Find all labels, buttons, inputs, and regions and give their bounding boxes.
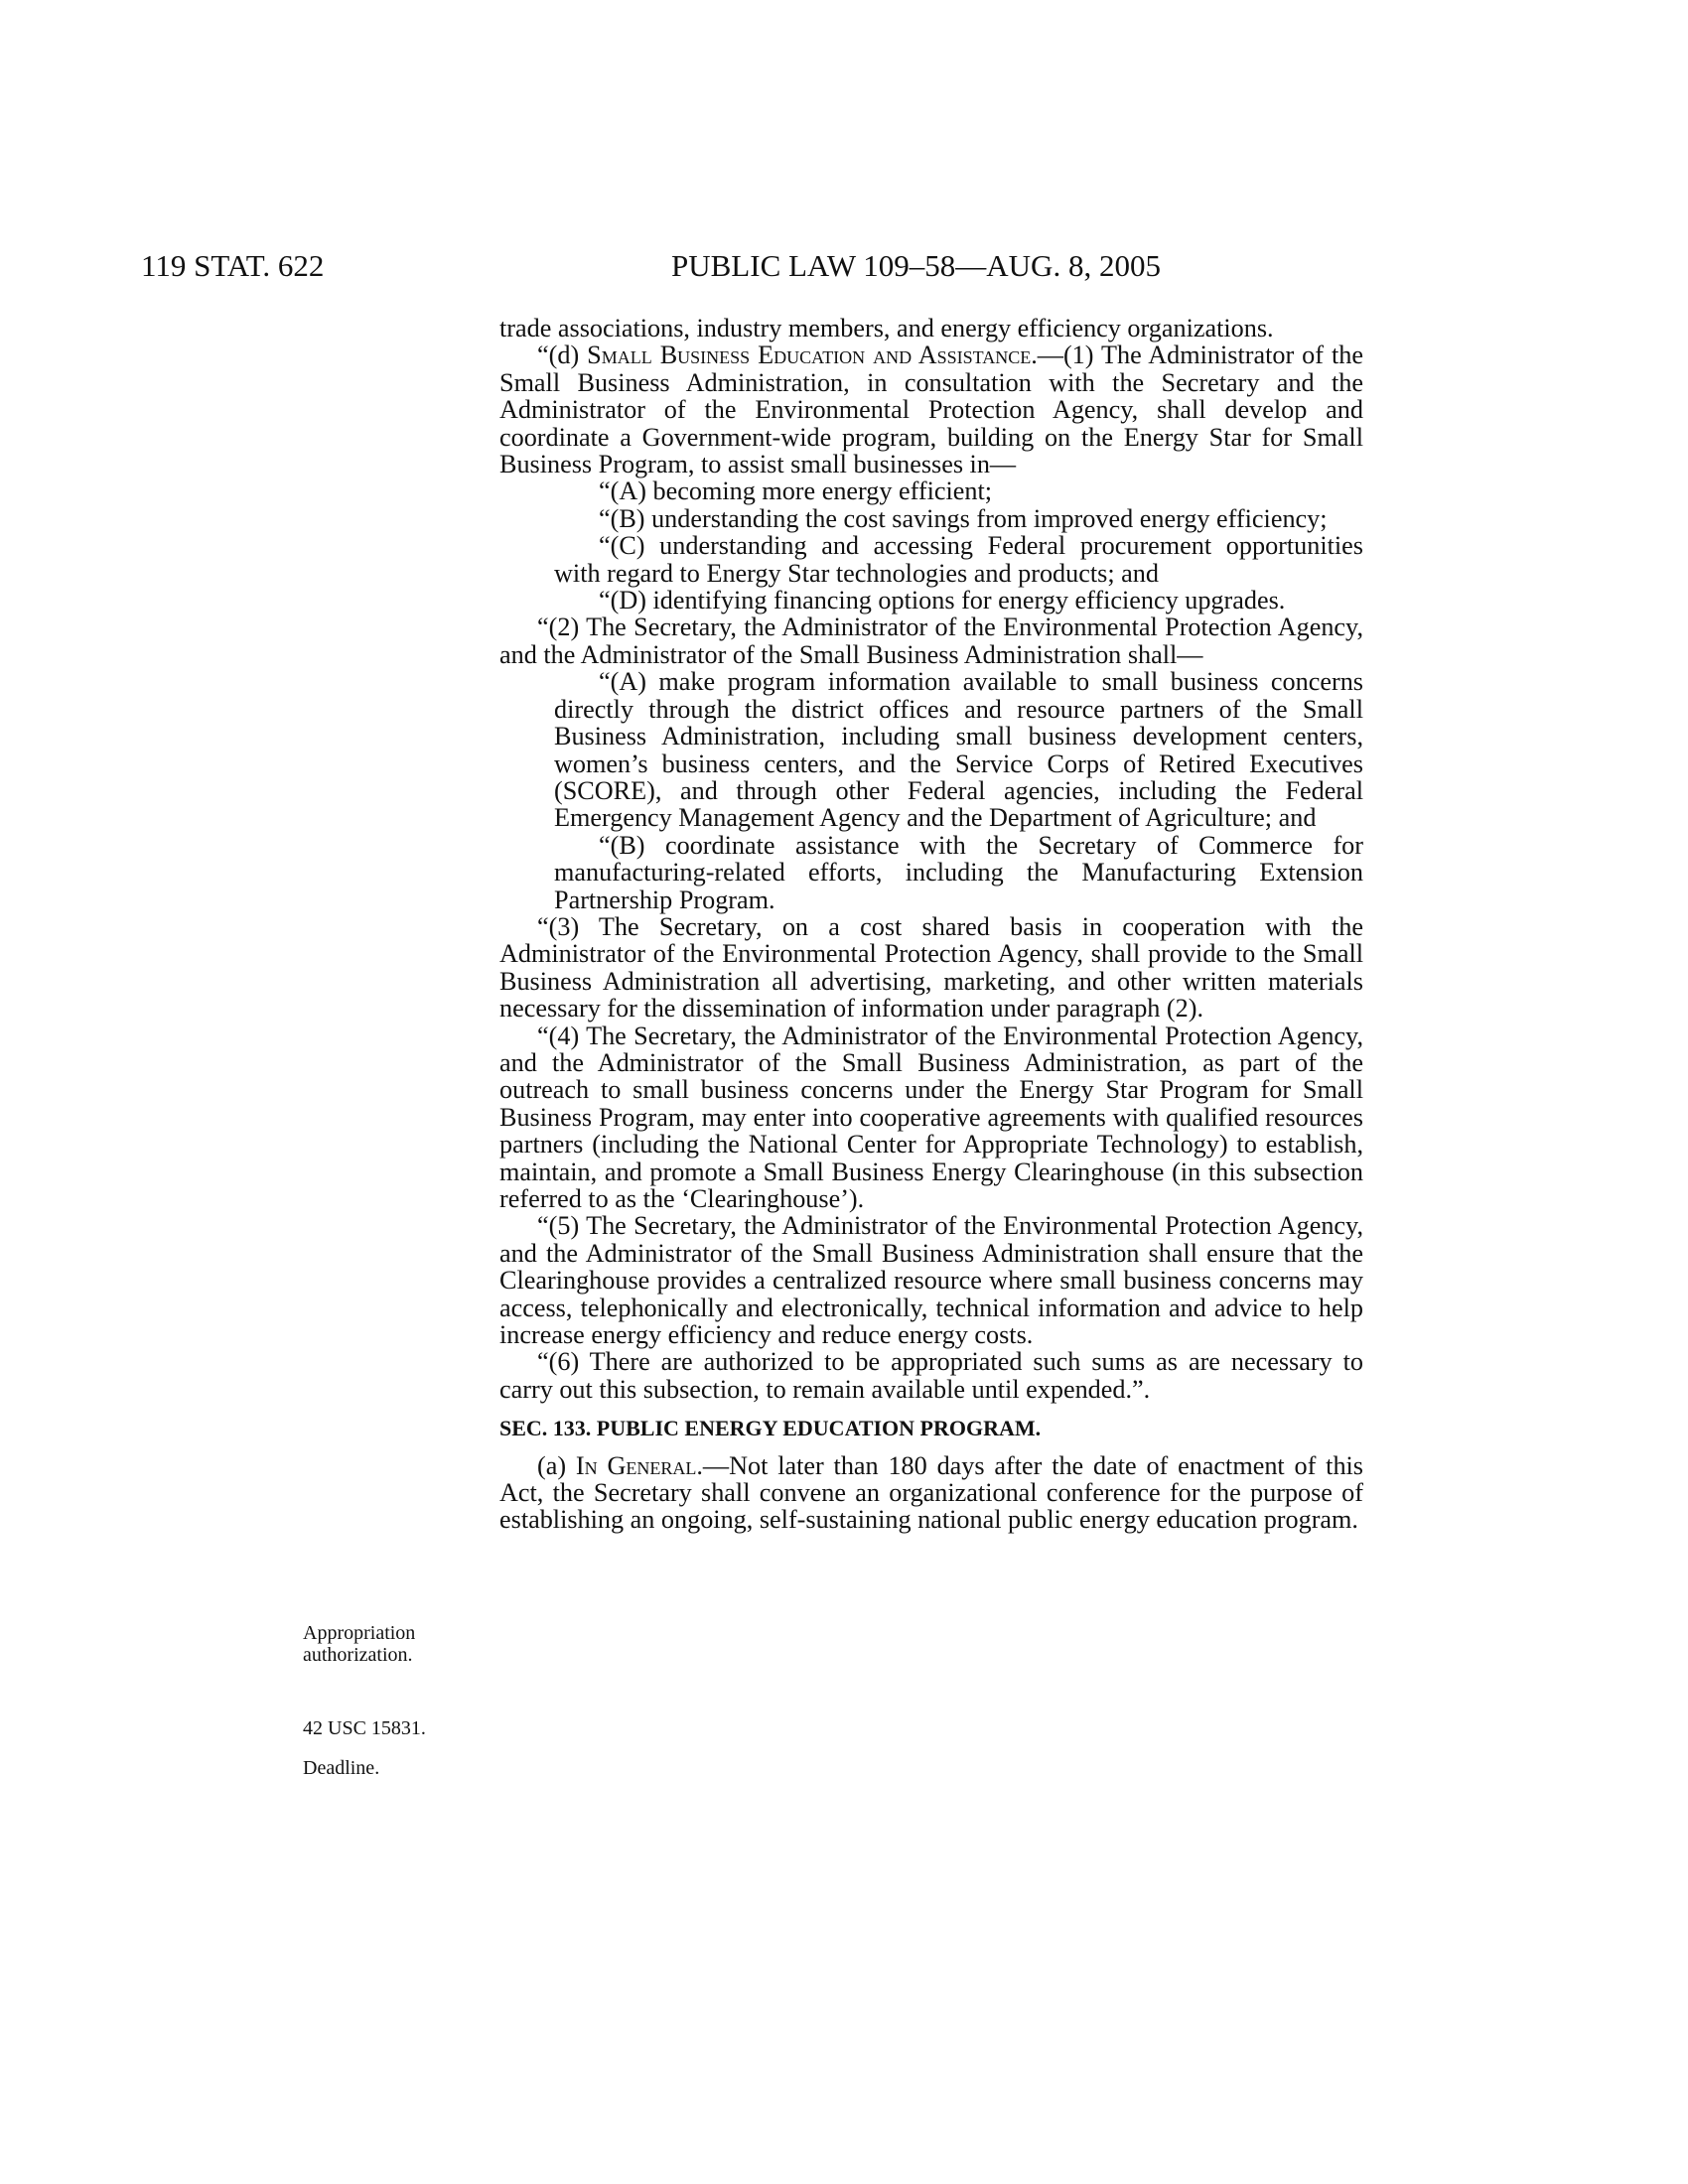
paragraph-continuation: trade associations, industry members, and energy efficiency organizations. <box>499 314 1274 342</box>
public-law-citation: PUBLIC LAW 109–58—AUG. 8, 2005 <box>671 248 1161 283</box>
subsection-a-text: .—Not later than 180 days after the date of enactment of this Act, the Secretary shall convene an organizational conference for the purpose of establishing an ongoing, self-sustaining national public energy education program. <box>499 1450 1363 1535</box>
paragraph-d2: “(2) The Secretary, the Administrator of the Environmental Protection Agency, and the Administrator of the Small Business Administration shall— <box>499 613 1363 669</box>
statute-text <box>499 315 1363 1534</box>
margin-note-deadline: Deadline. <box>303 1757 380 1779</box>
paragraph-d6: “(6) There are authorized to be appropriated such sums as are necessary to carry out this subsection, to remain available until expended.”. <box>499 1347 1363 1404</box>
subsection-a-heading: In General <box>575 1450 697 1480</box>
item-d2A: “(A) make program information available to small business concerns directly through the district offices and resource partners of the Small Business Administration, including small business development centers, women’s business centers, and the Service Corps of Retired Executives (SCORE), and through other Federal agencies, including the Federal Emergency Management Agency and the Department of Agriculture; and <box>554 667 1363 833</box>
subsection-a <box>499 1452 1363 1534</box>
section-133-heading: SEC. 133. PUBLIC ENERGY EDUCATION PROGRAM. <box>499 1416 1042 1441</box>
subsection-d-heading: Small Business Education and Assistance <box>587 341 1032 370</box>
item-d1C: “(C) understanding and accessing Federal procurement opportunities with regard to Energy Star technologies and products; and <box>554 531 1363 588</box>
item-d1B: “(B) understanding the cost savings from improved energy efficiency; <box>599 503 1328 533</box>
paragraph-d5: “(5) The Secretary, the Administrator of the Environmental Protection Agency, and the Administrator of the Small Business Administration shall ensure that the Clearinghouse provides a centralized resource where small business concerns may access, telephonically and electronically, technical information and advice to help increase energy efficiency and reduce energy costs. <box>499 1211 1363 1350</box>
paragraph-d4: “(4) The Secretary, the Administrator of the Environmental Protection Agency, and the Administrator of the Small Business Administration, as part of the outreach to small business concerns under the Energy Star Program for Small Business Program, may enter into cooperative agreements with qualified resources partners (including the National Center for Appropriate Technology) to establish, maintain, and promote a Small Business Energy Clearinghouse (in this subsection referred to as the ‘Clearinghouse’). <box>499 1021 1363 1213</box>
margin-note-usc: 42 USC 15831. <box>303 1717 426 1739</box>
statute-page-number: 119 STAT. 622 <box>141 248 325 283</box>
subsection-d-para-1 <box>499 341 1363 478</box>
paragraph-d3: “(3) The Secretary, on a cost shared basis in cooperation with the Administrator of the Environmental Protection Agency, shall provide to the Small Business Administration all advertising, marketing, and other written materials necessary for the dissemination of information under paragraph (2). <box>499 911 1363 1024</box>
item-d1A: “(A) becoming more energy efficient; <box>599 477 993 506</box>
margin-note-appropriation: Appropriation authorization. <box>303 1622 416 1666</box>
item-d1D: “(D) identifying financing options for energy efficiency upgrades. <box>599 586 1286 615</box>
page-header <box>0 248 1688 288</box>
subsection-a-label: (a) <box>537 1450 576 1480</box>
subsection-d-label: “(d) <box>537 341 588 370</box>
item-d2B: “(B) coordinate assistance with the Secretary of Commerce for manufacturing-related efforts, including the Manufacturing Extension Partnership Program. <box>554 830 1363 914</box>
subsection-d-text: .—(1) The Administrator of the Small Business Administration, in consultation with the Secretary and the Administrator of the Environmental Protection Agency, shall develop and coordinate a Government-wide program, building on the Energy Star for Small Business Program, to assist small businesses in— <box>499 341 1363 479</box>
